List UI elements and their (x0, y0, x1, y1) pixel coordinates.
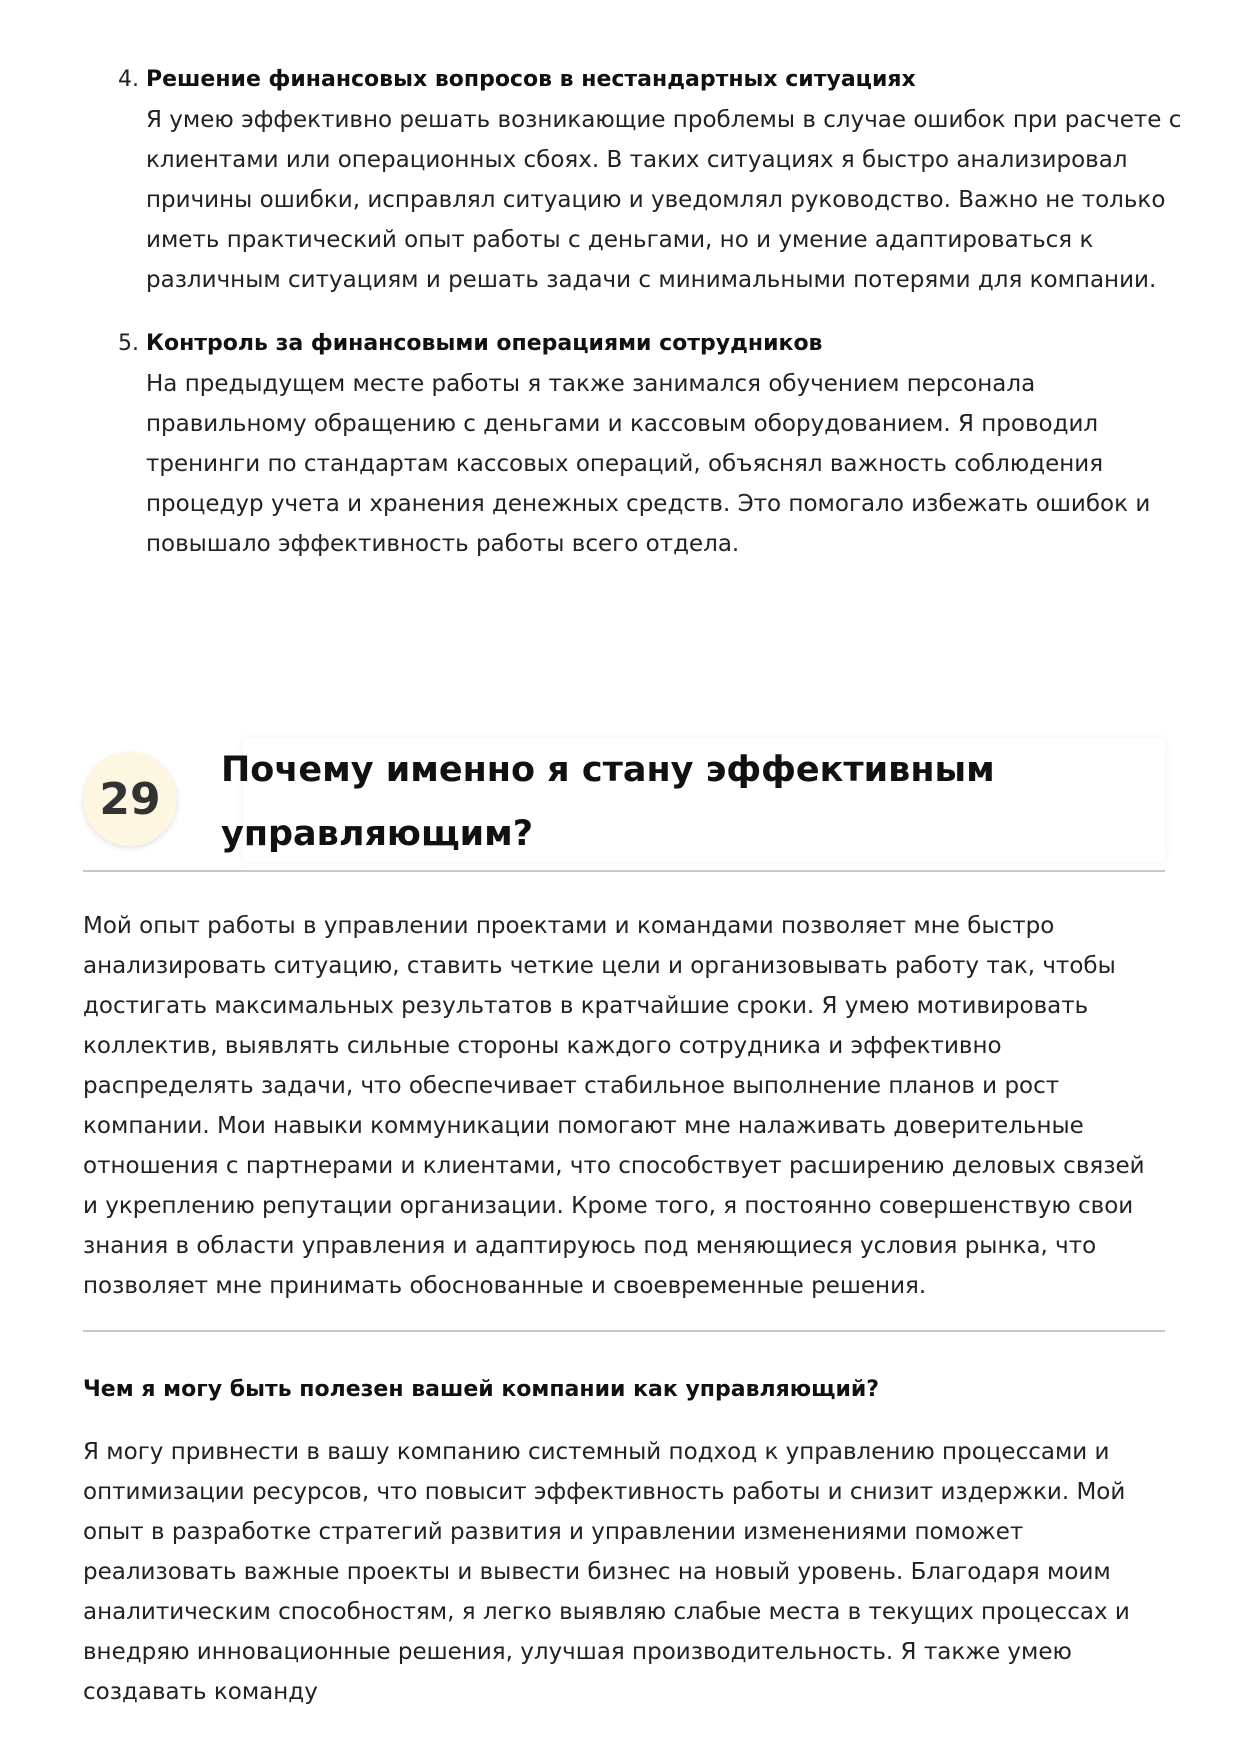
list-item-title: Контроль за финансовыми операциями сотрудников (146, 331, 823, 356)
list-item-title: Решение финансовых вопросов в нестандартных ситуациях (146, 67, 916, 92)
list-item-body: Я умею эффективно решать возникающие проблемы в случае ошибок при расчете с клиентами или операционных сбоях. В таких ситуациях я быстро анализировал причины ошибки, исправлял ситуацию и уведомлял руководство. Важно не только иметь практический опыт работы с деньгами, но и умение адаптироваться к различным ситуациям и решать задачи с минимальными потерями для компании. (146, 107, 1182, 293)
subheading: Чем я могу быть полезен вашей компании как управляющий? (83, 1377, 880, 1402)
section-paragraph: Мой опыт работы в управлении проектами и командами позволяет мне быстро анализировать ситуацию, ставить четкие цели и организовывать работу так, чтобы достигать максимальных результатов в кратчайшие сроки. Я умею мотивировать коллектив, выявлять сильные стороны каждого сотрудника и эффективно распределять задачи, что обеспечивает стабильное выполнение планов и рост компании. Мои навыки коммуникации помогают мне налаживать доверительные отношения с партнерами и клиентами, что способствует расширению деловых связей и укреплению репутации организации. Кроме того, я постоянно совершенствую свои знания в области управления и адаптируюсь под меняющиеся условия рынка, что позволяет мне принимать обоснованные и своевременные решения. (83, 913, 1145, 1299)
numbered-list (118, 60, 1182, 588)
list-item-number: 4. (118, 67, 139, 92)
list-item (118, 324, 1178, 564)
section-header (83, 738, 1165, 872)
sub-paragraph: Я могу привнести в вашу компанию системный подход к управлению процессами и оптимизации ресурсов, что повысит эффективность работы и снизит издержки. Мой опыт в разработке стратегий развития и управлении изменениями поможет реализовать важные проекты и вывести бизнес на новый уровень. Благодаря моим аналитическим способностям, я легко выявляю слабые места в текущих процессах и внедряю инновационные решения, улучшая производительность. Я также умею создавать команду (83, 1439, 1130, 1705)
list-item (118, 60, 1182, 300)
divider (83, 1330, 1165, 1332)
list-item-body: На предыдущем месте работы я также занимался обучением персонала правильному обращению с деньгами и кассовым оборудованием. Я проводил тренинги по стандартам кассовых операций, объяснял важность соблюдения процедур учета и хранения денежных средств. Это помогало избежать ошибок и повышало эффективность работы всего отдела. (146, 371, 1151, 557)
list-item-number: 5. (118, 331, 139, 356)
section-number-badge: 29 (83, 752, 177, 846)
section-title: Почему именно я стану эффективным управляющим? (221, 750, 995, 854)
